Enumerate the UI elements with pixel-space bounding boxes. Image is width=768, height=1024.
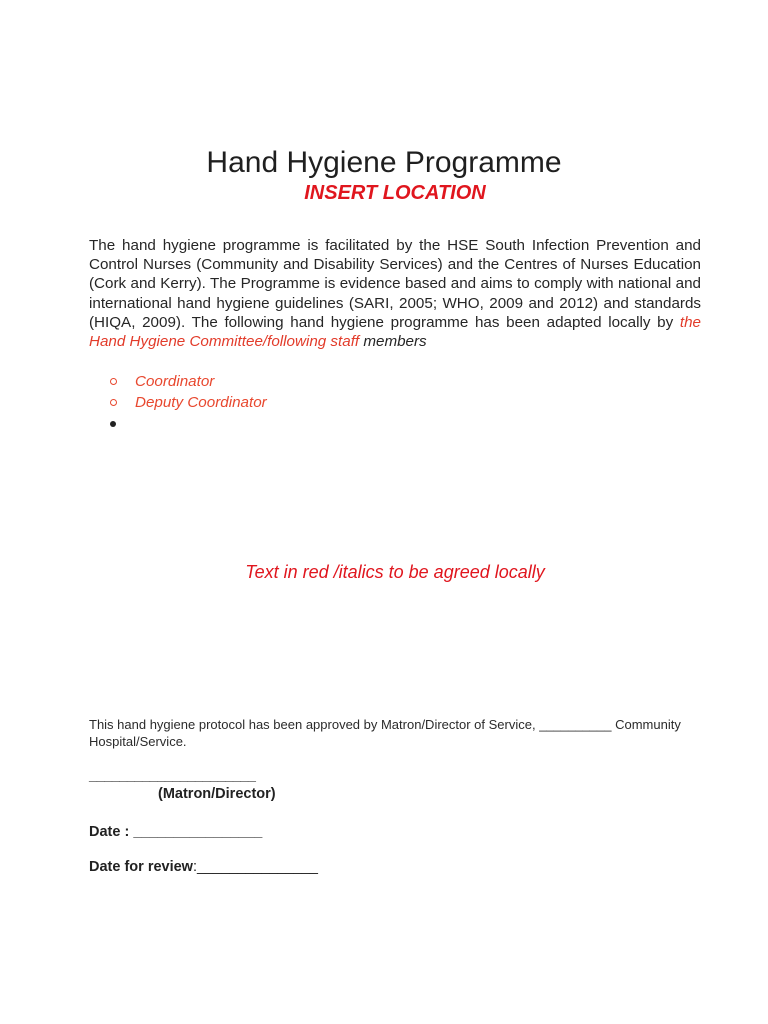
date-field: ________________ <box>133 824 263 840</box>
document-title: Hand Hygiene Programme <box>206 146 562 179</box>
signature-line: ______________________ <box>89 768 256 784</box>
review-date-label: Date for review <box>89 859 193 875</box>
intro-body: The hand hygiene programme is facilitated by the HSE South Infection Prevention and Control Nurses (Community and Disability Services) and the Centres of Nurses Education (Cork and Kerry). The Programme is evidence based and aims to comply with national and international hand hygiene guidelines (SARI, 2005; WHO, 2009 and 2012) and standards (HIQA, 2009). The following hand hygiene programme has been adapted locally by <box>89 237 701 331</box>
bullet-icon <box>110 399 117 406</box>
staff-list <box>110 371 267 434</box>
local-agreement-note: Text in red /italics to be agreed locally <box>245 562 545 582</box>
approval-statement: This hand hygiene protocol has been approved by Matron/Director of Service, __________ Community Hospital/Service. <box>89 717 681 749</box>
intro-paragraph <box>89 236 701 351</box>
bullet-icon <box>110 421 116 427</box>
list-item-label: Coordinator <box>135 373 215 390</box>
list-item <box>110 371 267 392</box>
review-date-field: :_______________ <box>192 859 318 875</box>
date-label: Date : <box>89 824 134 840</box>
list-item-label: Deputy Coordinator <box>135 394 267 411</box>
bullet-icon <box>110 378 117 385</box>
location-placeholder: INSERT LOCATION <box>304 182 486 204</box>
list-item <box>110 392 267 413</box>
date-row <box>89 823 262 841</box>
signature-caption: (Matron/Director) <box>158 786 276 802</box>
list-item <box>110 413 267 434</box>
review-date-row <box>89 858 318 876</box>
intro-tail: members <box>359 333 427 351</box>
intro-red-text: the Hand Hygiene Committee/following staff <box>89 313 701 351</box>
